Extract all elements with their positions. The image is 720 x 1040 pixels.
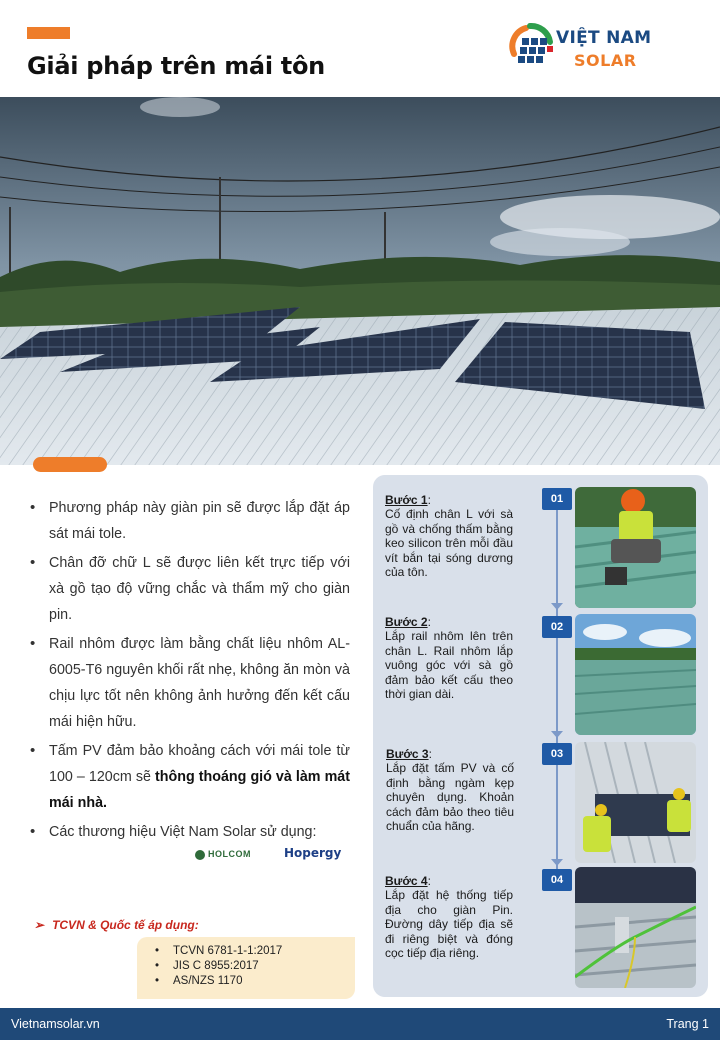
step-4-text: Bước 4: Lắp đặt hệ thống tiếp địa cho giàn Pin. Đường dây tiếp địa sẽ đi riêng biệt và đóng cọc tiếp địa riêng. [385,874,513,961]
page-footer [0,1008,720,1040]
list-item: • Chân đỡ chữ L sẽ được liên kết trực tiếp với xà gồ tạo độ vững chắc và thẩm mỹ cho giàn pin. [28,550,350,628]
arrow-down-icon [551,859,563,866]
list-item: • Các thương hiệu Việt Nam Solar sử dụng: [28,819,350,845]
timeline-line [556,509,558,874]
arrow-down-icon [551,603,563,610]
step-2-badge: 02 [542,616,572,638]
list-item: • Tấm PV đảm bảo khoảng cách với mái tole từ 100 – 120cm sẽ thông thoáng gió và làm mát mái nhà. [28,738,350,816]
step-3-photo [575,742,696,863]
list-item: • AS/NZS 1170 [173,974,355,989]
list-item: • Phương pháp này giàn pin sẽ được lắp đặt áp sát mái tole. [28,495,350,547]
step-2-text: Bước 2: Lắp rail nhôm lên trên chân L. Rail nhôm lắp vuông góc với sà gồ đảm bảo kết cấu theo thời gian dài. [385,615,513,702]
list-item: • Rail nhôm được làm bằng chất liệu nhôm AL-6005-T6 nguyên khối rất nhẹ, không ăn mòn và chịu lực tốt nên không ảnh hưởng đến kết cấu mái hiện hữu. [28,631,350,735]
page-number: Trang 1 [666,1017,709,1031]
step-1-badge: 01 [542,488,572,510]
step-3-text: Bước 3: Lắp đặt tấm PV và cố định bằng ngàm kẹp chuyên dụng. Khoản cách đảm bảo theo tiêu chuẩn của hãng. [386,747,514,834]
accent-bar [27,27,70,39]
logo-text-solar: SOLAR [574,51,637,70]
step-4-badge: 04 [542,869,572,891]
list-item: • JIS C 8955:2017 [173,959,355,974]
hero-rooftop-photo [0,97,720,465]
page-title: Giải pháp trên mái tôn [27,52,325,80]
footer-website: Vietnamsolar.vn [11,1017,100,1031]
step-3-badge: 03 [542,743,572,765]
brand-holcom: HOLCOM [208,849,251,859]
solar-logo-icon [508,20,556,72]
list-item: • TCVN 6781-1-1:2017 [173,944,355,959]
arrow-down-icon [551,731,563,738]
standards-title: ➢ TCVN & Quốc tế áp dụng: [34,918,199,932]
company-logo [508,20,698,80]
step-1-photo [575,487,696,608]
step-4-photo [575,867,696,988]
step-2-photo [575,614,696,735]
logo-text-vietnam: VIỆT NAM [556,28,652,48]
brand-hopergy: Hopergy [284,846,342,860]
arrow-right-icon: ➢ [34,918,45,932]
step-1-text: Bước 1: Cố định chân L với sà gồ và chống thấm bằng keo silicon trên mỗi đầu vít bắn tại sóng dương của tôn. [385,493,513,580]
brand-logos [208,845,348,867]
feature-list [28,495,350,848]
accent-pill [33,457,107,472]
holcom-logo-icon [194,849,206,861]
standards-box [137,937,355,999]
